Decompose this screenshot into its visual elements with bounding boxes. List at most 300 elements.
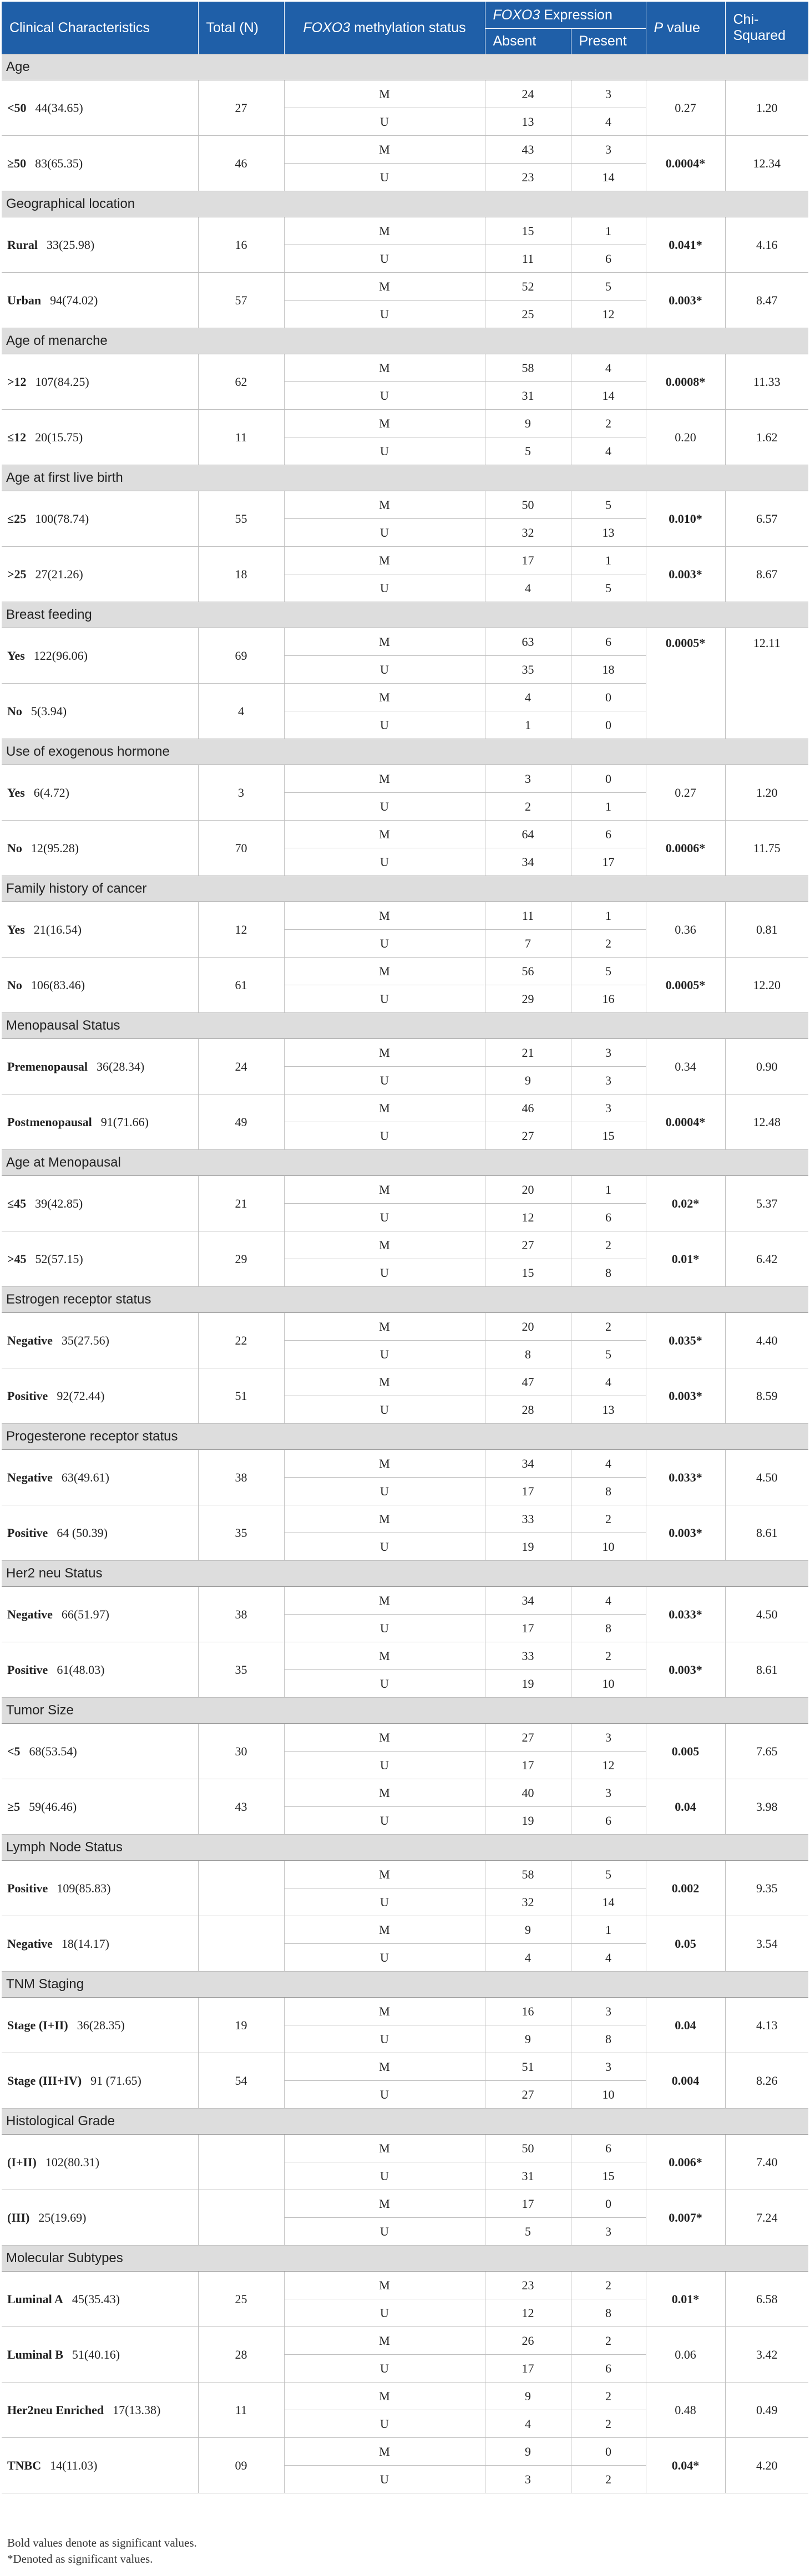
absent-cell: 51 <box>485 2053 571 2081</box>
chi-squared-cell: 3.54 <box>725 1916 808 1972</box>
methylation-cell: M <box>284 1779 485 1807</box>
characteristic-cell <box>2 491 198 547</box>
absent-cell: 3 <box>485 765 571 793</box>
section-title: Age at Menopausal <box>2 1150 808 1176</box>
characteristic-value: 106(83.46) <box>31 978 85 992</box>
p-value-cell <box>646 2327 725 2382</box>
characteristic-label: ≥5 <box>7 1799 21 1814</box>
clinical-table <box>2 2 809 2493</box>
p-value-cell <box>646 958 725 1013</box>
methylation-cell: M <box>284 628 485 656</box>
characteristic-cell <box>2 2053 198 2109</box>
absent-cell: 43 <box>485 136 571 164</box>
methylation-cell: M <box>284 136 485 164</box>
methylation-cell: M <box>284 1998 485 2025</box>
chi-squared-cell: 12.11 <box>725 628 808 739</box>
absent-cell: 50 <box>485 491 571 519</box>
present-cell: 4 <box>571 108 646 136</box>
methylation-cell: U <box>284 2299 485 2327</box>
chi-squared-cell: 4.40 <box>725 1313 808 1368</box>
methylation-cell: U <box>284 848 485 876</box>
chi-squared-cell: 0.49 <box>725 2382 808 2438</box>
characteristic-cell <box>2 1313 198 1368</box>
characteristic-cell <box>2 2135 198 2190</box>
p-value-cell <box>646 1450 725 1505</box>
present-cell: 8 <box>571 1615 646 1642</box>
absent-cell: 35 <box>485 656 571 684</box>
present-cell: 0 <box>571 711 646 739</box>
p-value-text: 0.27 <box>675 785 696 800</box>
methylation-cell: U <box>284 437 485 465</box>
header-clinical: Clinical Characteristics <box>2 2 198 54</box>
section-row <box>2 328 808 354</box>
present-cell: 1 <box>571 547 646 574</box>
characteristic-value: 91 (71.65) <box>90 2073 141 2088</box>
characteristic-label: Stage (III+IV) <box>7 2073 82 2088</box>
p-value-text: 0.36 <box>675 922 696 936</box>
present-cell: 3 <box>571 1094 646 1122</box>
absent-cell: 33 <box>485 1505 571 1533</box>
present-cell: 10 <box>571 1533 646 1561</box>
p-value-text: 0.003* <box>669 1525 702 1540</box>
chi-squared-cell: 12.20 <box>725 958 808 1013</box>
p-value-cell <box>646 273 725 328</box>
section-title: Her2 neu Status <box>2 1561 808 1587</box>
p-value-cell <box>646 1861 725 1916</box>
methylation-cell: U <box>284 711 485 739</box>
characteristic-value: 44(34.65) <box>35 100 83 115</box>
absent-cell: 34 <box>485 1587 571 1615</box>
characteristic-label: (I+II) <box>7 2155 37 2169</box>
footnotes <box>7 2535 197 2567</box>
present-cell: 5 <box>571 574 646 602</box>
absent-cell: 9 <box>485 2025 571 2053</box>
present-cell: 15 <box>571 1122 646 1150</box>
methylation-cell: U <box>284 1752 485 1779</box>
p-value-cell <box>646 628 725 739</box>
methylation-cell: M <box>284 1916 485 1944</box>
p-value-text: 0.34 <box>675 1059 696 1073</box>
present-cell: 10 <box>571 2081 646 2109</box>
absent-cell: 34 <box>485 1450 571 1478</box>
section-row <box>2 739 808 765</box>
chi-squared-cell: 7.40 <box>725 2135 808 2190</box>
characteristic-value: 100(78.74) <box>35 511 89 526</box>
p-value-cell <box>646 1724 725 1779</box>
chi-squared-cell: 8.59 <box>725 1368 808 1424</box>
header-absent: Absent <box>485 29 571 54</box>
methylation-cell: M <box>284 2327 485 2355</box>
methylation-cell: M <box>284 2272 485 2299</box>
table-row <box>2 2382 808 2410</box>
chi-squared-cell: 8.67 <box>725 547 808 602</box>
characteristic-label: No <box>7 978 22 992</box>
methylation-cell: U <box>284 519 485 547</box>
present-cell: 5 <box>571 273 646 301</box>
characteristic-cell <box>2 1231 198 1287</box>
chi-squared-cell: 6.58 <box>725 2272 808 2327</box>
present-cell: 15 <box>571 2162 646 2190</box>
present-cell: 0 <box>571 684 646 711</box>
characteristic-cell <box>2 1642 198 1698</box>
present-cell: 1 <box>571 1176 646 1204</box>
characteristic-cell <box>2 1724 198 1779</box>
chi-squared-cell: 8.26 <box>725 2053 808 2109</box>
characteristic-cell <box>2 902 198 958</box>
table-row <box>2 765 808 793</box>
characteristic-value: 102(80.31) <box>45 2155 100 2169</box>
characteristic-label: Positive <box>7 1881 48 1895</box>
methylation-cell: M <box>284 547 485 574</box>
methylation-cell: M <box>284 1231 485 1259</box>
present-cell: 2 <box>571 2466 646 2493</box>
chi-squared-cell: 0.81 <box>725 902 808 958</box>
characteristic-cell <box>2 1450 198 1505</box>
section-title: Age at first live birth <box>2 465 808 491</box>
characteristic-label: Yes <box>7 785 25 800</box>
present-cell: 13 <box>571 519 646 547</box>
p-value-cell <box>646 1779 725 1835</box>
characteristic-value: 122(96.06) <box>33 648 88 663</box>
chi-squared-cell: 1.62 <box>725 410 808 465</box>
characteristic-value: 68(53.54) <box>29 1744 77 1758</box>
table-row <box>2 628 808 656</box>
table-row <box>2 1998 808 2025</box>
table-row <box>2 1313 808 1341</box>
characteristic-label: Stage (I+II) <box>7 2018 68 2032</box>
present-cell: 3 <box>571 1067 646 1094</box>
characteristic-label: Negative <box>7 1333 53 1347</box>
absent-cell: 33 <box>485 1642 571 1670</box>
present-cell: 12 <box>571 1752 646 1779</box>
present-cell: 14 <box>571 1888 646 1916</box>
methylation-cell: U <box>284 1615 485 1642</box>
absent-cell: 17 <box>485 547 571 574</box>
table-row <box>2 821 808 848</box>
chi-squared-cell: 4.50 <box>725 1587 808 1642</box>
present-cell: 5 <box>571 491 646 519</box>
methylation-cell: M <box>284 1176 485 1204</box>
absent-cell: 25 <box>485 301 571 328</box>
chi-squared-cell: 8.61 <box>725 1505 808 1561</box>
characteristic-value: 27(21.26) <box>35 567 83 581</box>
section-title: Menopausal Status <box>2 1013 808 1039</box>
section-title: Estrogen receptor status <box>2 1287 808 1313</box>
characteristic-value: 5(3.94) <box>31 704 67 718</box>
total-cell: 24 <box>198 1039 284 1094</box>
characteristic-cell <box>2 821 198 876</box>
chi-squared-cell: 6.57 <box>725 491 808 547</box>
absent-cell: 15 <box>485 217 571 245</box>
methylation-cell: M <box>284 1039 485 1067</box>
p-value-cell <box>646 1998 725 2053</box>
methylation-cell: U <box>284 1670 485 1698</box>
methylation-cell: M <box>284 1724 485 1752</box>
present-cell: 3 <box>571 1724 646 1752</box>
present-cell: 2 <box>571 1231 646 1259</box>
section-row <box>2 602 808 628</box>
present-cell: 2 <box>571 930 646 958</box>
total-cell: 35 <box>198 1642 284 1698</box>
characteristic-value: 25(19.69) <box>38 2210 87 2224</box>
absent-cell: 19 <box>485 1807 571 1835</box>
header-p-rest: value <box>663 19 700 35</box>
chi-squared-cell: 4.13 <box>725 1998 808 2053</box>
characteristic-value: 59(46.46) <box>29 1799 77 1814</box>
total-cell: 35 <box>198 1505 284 1561</box>
characteristic-label: <50 <box>7 100 27 115</box>
p-value-cell <box>646 1916 725 1972</box>
header-row <box>2 2 808 29</box>
table-body <box>2 54 808 2493</box>
section-row <box>2 1287 808 1313</box>
section-title: Molecular Subtypes <box>2 2246 808 2272</box>
absent-cell: 9 <box>485 2438 571 2466</box>
section-row <box>2 1013 808 1039</box>
absent-cell: 31 <box>485 2162 571 2190</box>
total-cell: 27 <box>198 80 284 136</box>
p-value-text: 0.02* <box>671 1196 700 1210</box>
p-value-text: 0.033* <box>669 1607 702 1621</box>
methylation-cell: M <box>284 354 485 382</box>
characteristic-label: >12 <box>7 374 27 389</box>
p-value-cell <box>646 2438 725 2493</box>
absent-cell: 3 <box>485 2466 571 2493</box>
present-cell: 14 <box>571 164 646 191</box>
characteristic-value: 51(40.16) <box>72 2347 120 2361</box>
characteristic-label: >45 <box>7 1251 27 1266</box>
absent-cell: 17 <box>485 2355 571 2382</box>
absent-cell: 47 <box>485 1368 571 1396</box>
absent-cell: 9 <box>485 1067 571 1094</box>
characteristic-cell <box>2 1039 198 1094</box>
characteristic-value: 6(4.72) <box>33 785 69 800</box>
methylation-cell: U <box>284 2025 485 2053</box>
characteristic-label: Postmenopausal <box>7 1114 92 1129</box>
table-row <box>2 1779 808 1807</box>
p-value-cell <box>646 1587 725 1642</box>
characteristic-value: 83(65.35) <box>35 156 83 170</box>
present-cell: 3 <box>571 136 646 164</box>
present-cell: 2 <box>571 2410 646 2438</box>
methylation-cell: M <box>284 1313 485 1341</box>
total-cell: 51 <box>198 1368 284 1424</box>
methylation-cell: U <box>284 574 485 602</box>
present-cell: 8 <box>571 2025 646 2053</box>
present-cell: 0 <box>571 765 646 793</box>
p-value-cell <box>646 1094 725 1150</box>
methylation-cell: U <box>284 1478 485 1505</box>
characteristic-label: No <box>7 704 22 718</box>
characteristic-label: ≤12 <box>7 430 27 444</box>
total-cell: 38 <box>198 1587 284 1642</box>
characteristic-value: 94(74.02) <box>50 293 98 307</box>
absent-cell: 29 <box>485 985 571 1013</box>
characteristic-value: 18(14.17) <box>61 1936 110 1951</box>
total-cell: 61 <box>198 958 284 1013</box>
section-row <box>2 876 808 902</box>
absent-cell: 50 <box>485 2135 571 2162</box>
present-cell: 6 <box>571 2355 646 2382</box>
present-cell: 8 <box>571 2299 646 2327</box>
total-cell: 54 <box>198 2053 284 2109</box>
p-value-text: 0.48 <box>675 2402 696 2417</box>
table-row <box>2 547 808 574</box>
header-methylation <box>284 2 485 54</box>
characteristic-value: 12(95.28) <box>31 841 79 855</box>
characteristic-value: 20(15.75) <box>35 430 83 444</box>
p-value-text: 0.003* <box>669 1662 702 1677</box>
characteristic-cell <box>2 2190 198 2246</box>
present-cell: 10 <box>571 1670 646 1698</box>
present-cell: 5 <box>571 1341 646 1368</box>
table-row <box>2 2135 808 2162</box>
chi-squared-cell: 3.98 <box>725 1779 808 1835</box>
characteristic-value: 45(35.43) <box>72 2292 120 2306</box>
p-value-cell <box>646 1231 725 1287</box>
table-row <box>2 1916 808 1944</box>
present-cell: 13 <box>571 1396 646 1424</box>
p-value-text: 0.06 <box>675 2347 696 2361</box>
table-row <box>2 2190 808 2218</box>
section-title: Progesterone receptor status <box>2 1424 808 1450</box>
methylation-cell: U <box>284 1888 485 1916</box>
present-cell: 8 <box>571 1259 646 1287</box>
present-cell: 6 <box>571 628 646 656</box>
absent-cell: 2 <box>485 793 571 821</box>
characteristic-value: 107(84.25) <box>35 374 89 389</box>
characteristic-label: <5 <box>7 1744 21 1758</box>
header-expression-rest: Expression <box>540 7 612 23</box>
characteristic-value: 63(49.61) <box>61 1470 110 1484</box>
p-value-text: 0.005 <box>671 1744 700 1758</box>
methylation-cell: M <box>284 821 485 848</box>
present-cell: 4 <box>571 354 646 382</box>
chi-squared-cell: 4.50 <box>725 1450 808 1505</box>
characteristic-label: Rural <box>7 237 38 252</box>
characteristic-label: ≤45 <box>7 1196 27 1210</box>
characteristic-value: 92(72.44) <box>57 1388 105 1403</box>
present-cell: 1 <box>571 217 646 245</box>
characteristic-cell <box>2 1094 198 1150</box>
methylation-cell: U <box>284 985 485 1013</box>
methylation-cell: U <box>284 1259 485 1287</box>
p-value-text: 0.0006* <box>665 841 706 855</box>
table-row <box>2 1094 808 1122</box>
characteristic-cell <box>2 1505 198 1561</box>
absent-cell: 11 <box>485 245 571 273</box>
present-cell: 1 <box>571 1916 646 1944</box>
absent-cell: 64 <box>485 821 571 848</box>
absent-cell: 11 <box>485 902 571 930</box>
absent-cell: 58 <box>485 1861 571 1888</box>
characteristic-cell <box>2 80 198 136</box>
p-value-text: 0.033* <box>669 1470 702 1484</box>
absent-cell: 32 <box>485 519 571 547</box>
section-title: Histological Grade <box>2 2109 808 2135</box>
characteristic-label: Yes <box>7 648 25 663</box>
table-row <box>2 1642 808 1670</box>
characteristic-value: 39(42.85) <box>35 1196 83 1210</box>
characteristic-label: No <box>7 841 22 855</box>
p-value-text: 0.004 <box>671 2073 700 2088</box>
absent-cell: 13 <box>485 108 571 136</box>
methylation-cell: M <box>284 2053 485 2081</box>
present-cell: 2 <box>571 2272 646 2299</box>
section-title: Breast feeding <box>2 602 808 628</box>
characteristic-cell <box>2 765 198 821</box>
methylation-cell: U <box>284 793 485 821</box>
characteristic-label: Positive <box>7 1388 48 1403</box>
p-value-text: 0.04 <box>675 2018 696 2032</box>
present-cell: 0 <box>571 2190 646 2218</box>
methylation-cell: M <box>284 684 485 711</box>
absent-cell: 27 <box>485 1122 571 1150</box>
total-cell: 55 <box>198 491 284 547</box>
characteristic-value: 64 (50.39) <box>57 1525 108 1540</box>
present-cell: 17 <box>571 848 646 876</box>
absent-cell: 46 <box>485 1094 571 1122</box>
characteristic-label: ≤25 <box>7 511 27 526</box>
characteristic-cell <box>2 1779 198 1835</box>
table-row <box>2 1505 808 1533</box>
chi-squared-cell: 11.33 <box>725 354 808 410</box>
p-value-cell <box>646 902 725 958</box>
table-row <box>2 491 808 519</box>
absent-cell: 26 <box>485 2327 571 2355</box>
present-cell: 6 <box>571 1807 646 1835</box>
characteristic-cell <box>2 2272 198 2327</box>
section-row <box>2 1424 808 1450</box>
methylation-cell: U <box>284 1944 485 1972</box>
total-cell: 09 <box>198 2438 284 2493</box>
absent-cell: 15 <box>485 1259 571 1287</box>
absent-cell: 27 <box>485 1724 571 1752</box>
p-value-cell <box>646 2135 725 2190</box>
characteristic-cell <box>2 354 198 410</box>
present-cell: 6 <box>571 1204 646 1231</box>
methylation-cell: U <box>284 656 485 684</box>
characteristic-cell <box>2 1176 198 1231</box>
p-value-text: 0.035* <box>669 1333 702 1347</box>
methylation-cell: U <box>284 2162 485 2190</box>
p-value-text: 0.041* <box>669 237 702 252</box>
characteristic-cell <box>2 1368 198 1424</box>
p-value-cell <box>646 354 725 410</box>
p-value-text: 0.006* <box>669 2155 702 2169</box>
absent-cell: 56 <box>485 958 571 985</box>
characteristic-value: 52(57.15) <box>35 1251 83 1266</box>
characteristic-cell <box>2 273 198 328</box>
table-row <box>2 1368 808 1396</box>
p-value-cell <box>646 1505 725 1561</box>
p-value-text: 0.04 <box>675 1799 696 1814</box>
total-cell: 11 <box>198 2382 284 2438</box>
p-value-cell <box>646 80 725 136</box>
characteristic-cell <box>2 628 198 684</box>
present-cell: 5 <box>571 958 646 985</box>
present-cell: 1 <box>571 902 646 930</box>
methylation-cell: M <box>284 2190 485 2218</box>
footnote-bold: Bold values denote as significant values. <box>7 2536 197 2549</box>
total-cell: 3 <box>198 765 284 821</box>
total-cell: 38 <box>198 1450 284 1505</box>
characteristic-value: 36(28.35) <box>77 2018 125 2032</box>
p-value-text: 0.20 <box>675 430 696 444</box>
characteristic-cell <box>2 958 198 1013</box>
section-title: Age <box>2 54 808 80</box>
present-cell: 1 <box>571 793 646 821</box>
